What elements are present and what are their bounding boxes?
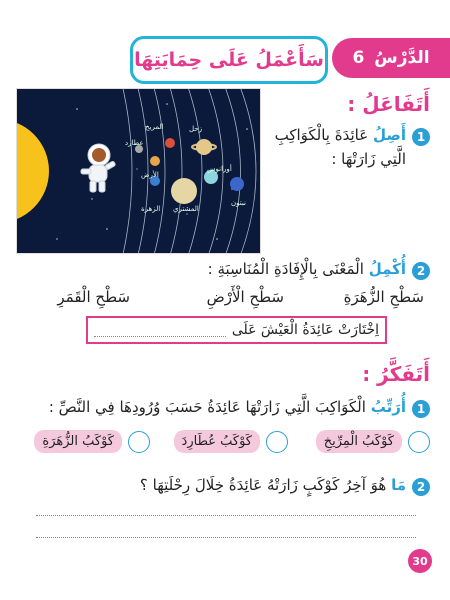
answer-line[interactable] bbox=[36, 514, 416, 516]
lesson-number: 6 bbox=[352, 48, 365, 68]
order-circle[interactable] bbox=[128, 431, 150, 453]
question-verb: مَا bbox=[391, 476, 406, 494]
planet-label-earth: الأرض bbox=[141, 171, 159, 179]
sentence-text: اِخْتَارَتْ عَائِدَةُ الْعَيْشَ عَلَى bbox=[231, 322, 379, 338]
planet-label-uranus: أورانوس bbox=[207, 165, 232, 173]
question-number: 1 bbox=[412, 128, 430, 146]
planet-label-saturn: زحل bbox=[189, 125, 203, 133]
question-complete bbox=[40, 260, 430, 280]
question-text-line2: الَّتِي زَارَتْهَا : bbox=[331, 150, 406, 168]
option-earth-surface[interactable]: سَطْحِ الْأَرْضِ bbox=[206, 288, 284, 306]
question-verb: أُكْمِلُ bbox=[368, 260, 406, 278]
order-option-mars[interactable] bbox=[316, 430, 430, 453]
planet-label-mercury: عطارد bbox=[125, 139, 144, 147]
question-last-planet bbox=[20, 476, 430, 496]
planet-pill: كَوْكَبُ الْمِرِّيخِ bbox=[316, 430, 402, 453]
question-verb: أُرَتِّبُ bbox=[370, 398, 406, 416]
section-heading-interact: أَتَفَاعَلُ : bbox=[347, 92, 430, 116]
solar-system-image bbox=[16, 88, 261, 254]
question-number: 1 bbox=[412, 400, 430, 418]
planet-label-neptune: نبتون bbox=[231, 199, 246, 207]
order-circle[interactable] bbox=[408, 431, 430, 453]
planet-pill: كَوْكَبُ الزُّهَرَةِ bbox=[34, 430, 122, 453]
question-order bbox=[20, 398, 430, 418]
page-number: 30 bbox=[408, 549, 432, 573]
lesson-tab bbox=[332, 38, 450, 78]
question-number: 2 bbox=[412, 262, 430, 280]
question-text: الْكَوَاكِبَ الَّتِي زَارَتْهَا عَائِدَةُ حَسَبَ وُرُودِهَا فِي النَّصِّ : bbox=[48, 398, 366, 416]
question-text: هُوَ آخِرُ كَوْكَبٍ زَارَتْهُ عَائِدَةُ خِلَالَ رِحْلَتِهَا ؟ bbox=[139, 476, 387, 494]
answer-blank[interactable] bbox=[94, 324, 226, 337]
question-connect bbox=[270, 126, 430, 168]
question-text: الْمَعْنَى بِالْإِفَادَةِ الْمُنَاسِبَةِ : bbox=[207, 260, 364, 278]
answer-line[interactable] bbox=[36, 536, 416, 538]
planet-pill: كَوْكَبُ عُطَارِدَ bbox=[174, 430, 260, 453]
option-venus-surface[interactable]: سَطْحِ الزُّهَرَةِ bbox=[343, 288, 424, 306]
question-text: عَائِدَةَ بِالْكَوَاكِبِ bbox=[274, 126, 369, 144]
order-option-venus[interactable] bbox=[34, 430, 150, 453]
order-option-mercury[interactable] bbox=[174, 430, 288, 453]
option-moon-surface[interactable]: سَطْحِ الْقَمَرِ bbox=[57, 288, 130, 306]
question-verb: أَصِلُ bbox=[372, 126, 406, 144]
planet-label-mars: المريخ bbox=[145, 123, 164, 131]
question-number: 2 bbox=[412, 478, 430, 496]
lesson-label: الدَّرْسُ bbox=[374, 48, 430, 68]
planet-label-venus: الزهرة bbox=[141, 205, 161, 213]
order-circle[interactable] bbox=[266, 431, 288, 453]
section-heading-think: أَتَفَكَّرُ : bbox=[362, 362, 430, 386]
lesson-title: سَأَعْمَلُ عَلَى حِمَايَتِهَا bbox=[130, 36, 328, 84]
fill-in-sentence[interactable] bbox=[86, 316, 387, 344]
planet-label-jupiter: المشتري bbox=[173, 205, 199, 213]
